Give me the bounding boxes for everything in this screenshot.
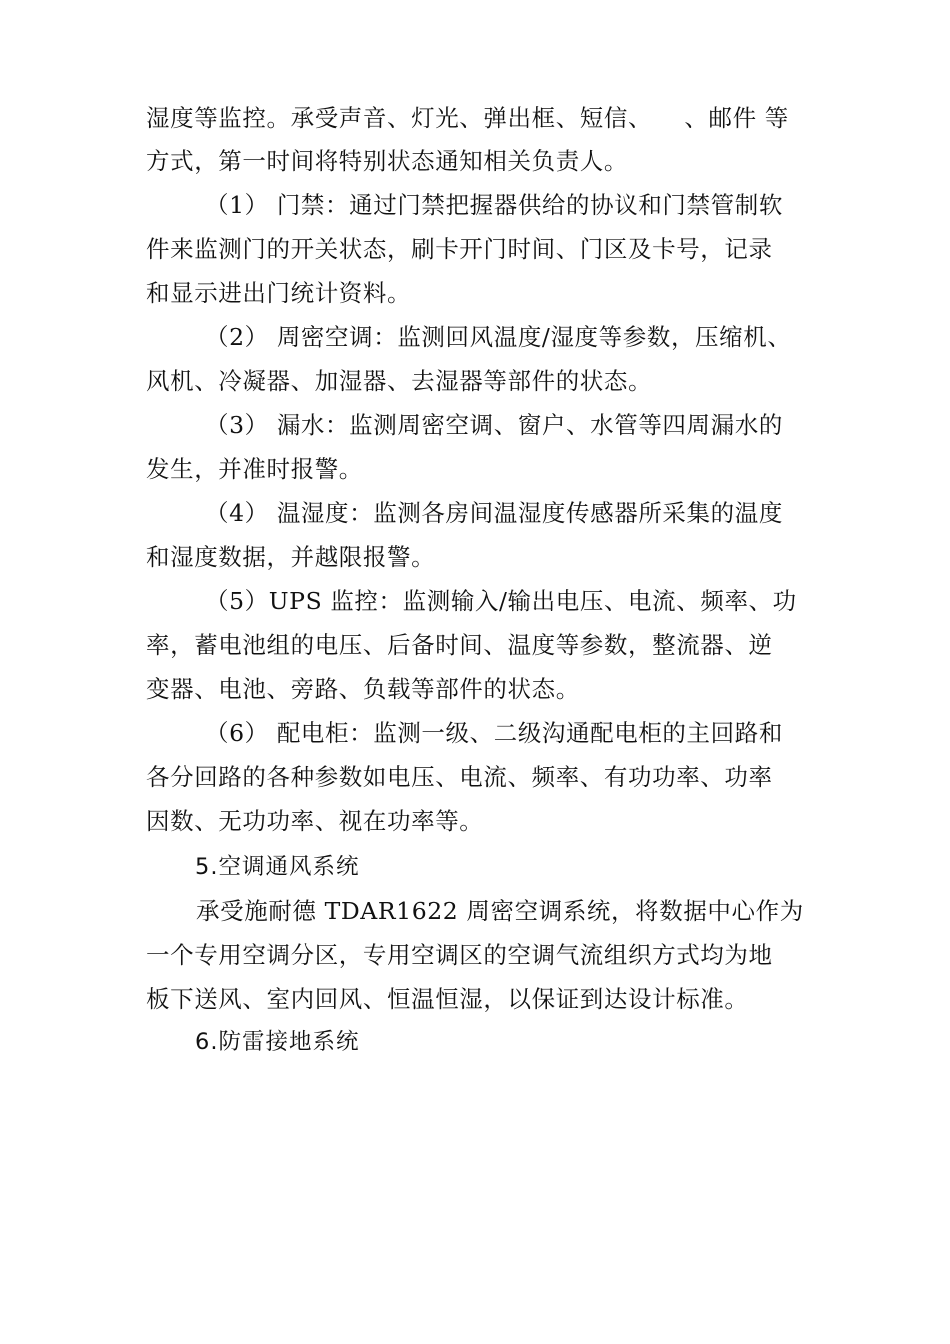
- item-1-line-1: （1） 门禁：通过门禁把握器供给的协议和门禁管制软: [205, 191, 783, 219]
- intro-line-2: 方式，第一时间将特别状态通知相关负责人。: [146, 147, 628, 175]
- intro-line-1: 湿度等监控。承受声音、灯光、弹出框、短信、 、邮件 等: [146, 104, 789, 132]
- item-4-line-1: （4） 温湿度：监测各房间温湿度传感器所采集的温度: [205, 499, 783, 527]
- section-5-line-3: 板下送风、室内回风、恒温恒湿，以保证到达设计标准。: [146, 985, 749, 1013]
- item-3-line-2: 发生，并准时报警。: [146, 455, 363, 483]
- item-6-line-3: 因数、无功功率、视在功率等。: [146, 807, 484, 835]
- section-5-line-1: 承受施耐德 TDAR1622 周密空调系统，将数据中心作为: [196, 897, 804, 925]
- item-2-line-1: （2） 周密空调：监测回风温度/湿度等参数，压缩机、: [205, 323, 792, 351]
- item-3-line-1: （3） 漏水：监测周密空调、窗户、水管等四周漏水的: [205, 411, 783, 439]
- item-1-line-3: 和显示进出门统计资料。: [146, 279, 412, 307]
- item-1-line-2: 件来监测门的开关状态，刷卡开门时间、门区及卡号，记录: [146, 235, 773, 263]
- item-5-line-2: 率，蓄电池组的电压、后备时间、温度等参数，整流器、逆: [146, 631, 773, 659]
- item-2-line-2: 风机、冷凝器、加湿器、去湿器等部件的状态。: [146, 367, 653, 395]
- item-4-line-2: 和湿度数据，并越限报警。: [146, 543, 436, 571]
- section-5-heading: 5.空调通风系统: [195, 854, 360, 880]
- section-5-line-2: 一个专用空调分区，专用空调区的空调气流组织方式均为地: [146, 941, 773, 969]
- section-6-heading: 6.防雷接地系统: [195, 1029, 360, 1055]
- item-5-line-1: （5）UPS 监控：监测输入/输出电压、电流、频率、功: [205, 587, 797, 615]
- item-5-line-3: 变器、电池、旁路、负载等部件的状态。: [146, 675, 580, 703]
- item-6-line-2: 各分回路的各种参数如电压、电流、频率、有功功率、功率: [146, 763, 773, 791]
- item-6-line-1: （6） 配电柜：监测一级、二级沟通配电柜的主回路和: [205, 719, 783, 747]
